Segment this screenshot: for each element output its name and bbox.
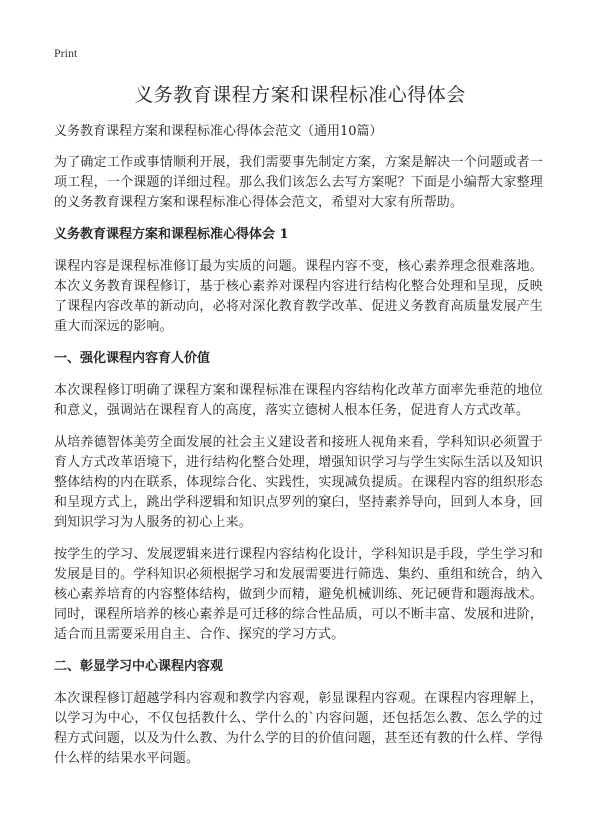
article-heading: 义务教育课程方案和课程标准心得体会 1 [54, 227, 289, 242]
print-label: Print [54, 46, 78, 60]
paragraph: 从培养德智体美劳全面发展的社会主义建设者和接班人视角来看，学科知识必须置于育人方式改革语境下，进行结构化整合处理，增强知识学习与学生实际生活以及知识整体结构的内在联系，体现综合化、实践性，实现减负提质。在课程内容的组织形态和呈现方式上，跳出学科逻辑和知识点罗列的窠臼，坚持素养导向，回到人本身，回到知识学习为人服务的初心上来。 [54, 435, 543, 530]
page-title: 义务教育课程方案和课程标准心得体会 [134, 84, 466, 106]
paragraph: 按学生的学习、发展逻辑来进行课程内容结构化设计，学科知识是手段，学生学习和发展是目的。学科知识必须根据学习和发展需要进行筛选、集约、重组和统合，纳入核心素养培育的内容整体结构，做到少而精，避免机械训练、死记硬背和题海战术。同时，课程所培养的核心素养是可迁移的综合性品质，可以不断丰富、发展和进阶，适合而且需要采用自主、合作、探究的学习方式。 [54, 547, 543, 642]
section-heading: 二、彰显学习中心课程内容观 [54, 659, 224, 674]
paragraph: 本次课程修订明确了课程方案和课程标准在课程内容结构化改革方面率先垂范的地位和意义，强调站在课程育人的高度，落实立德树人根本任务，促进育人方式改革。 [54, 383, 543, 418]
section-heading: 一、强化课程内容育人价值 [54, 351, 211, 366]
paragraph: 课程内容是课程标准修订最为实质的问题。课程内容不变，核心素养理念很难落地。本次义务教育课程修订，基于核心素养对课程内容进行结构化整合处理和呈现，反映了课程内容改革的新动向，必将对深化教育教学改革、促进义务教育高质量发展产生重大而深远的影响。 [54, 259, 543, 334]
document-body [54, 122, 543, 781]
intro-paragraph: 为了确定工作或事情顺利开展，我们需要事先制定方案，方案是解决一个问题或者一项工程，一个课题的详细过程。那么我们该怎么去写方案呢？下面是小编帮大家整理的义务教育课程方案和课程标准心得体会范文，希望对大家有所帮助。 [54, 155, 543, 210]
document-subtitle: 义务教育课程方案和课程标准心得体会范文（通用10篇） [54, 124, 383, 139]
paragraph: 本次课程修订超越学科内容观和教学内容观，彰显课程内容观。在课程内容理解上，以学习为中心，不仅包括教什么、学什么的`内容问题，还包括怎么教、怎么学的过程方式问题，以及为什么教、为什么学的目的价值问题，甚至还有教的什么样、学得什么样的结果水平问题。 [54, 691, 543, 766]
